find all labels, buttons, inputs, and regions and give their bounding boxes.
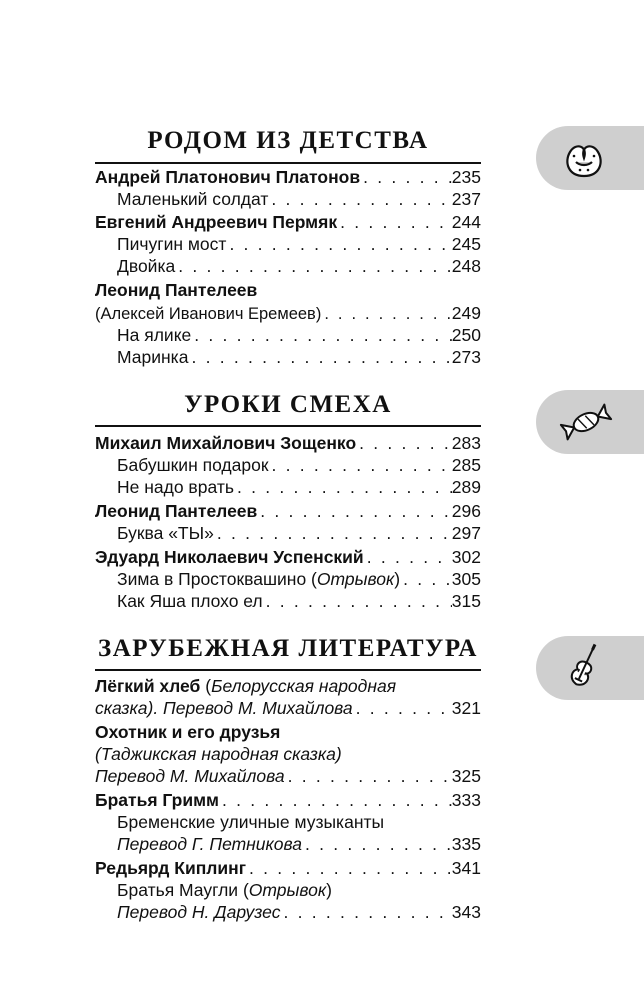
toc-entry-work[interactable]: Пичугин мост . . . 245 [117,233,481,255]
toc-entry-work[interactable]: На ялике . . . 250 [117,324,481,346]
violin-icon [558,640,610,696]
toc-entry-author[interactable]: Андрей Платонович Платонов . . . 235 [95,166,481,188]
candy-icon [558,396,614,448]
toc-entry-title[interactable]: Лёгкий хлеб (Белорусская народная [95,676,397,696]
section-title: ЗАРУБЕЖНАЯ ЛИТЕРАТУРА [98,635,478,662]
toc-entry-work[interactable]: Братья Маугли (Отрывок) [117,880,332,900]
toc-entry-work[interactable]: Бременские уличные музыканты [117,812,385,832]
toc-entry-work[interactable]: Не надо врать . . . 289 [117,476,481,498]
toc-entry-work[interactable]: Двойка . . . 248 [117,255,481,277]
toc-entry-work[interactable]: Буква «ТЫ» . . . 297 [117,522,481,544]
section-title: УРОКИ СМЕХА [184,391,392,418]
toc-entry-title[interactable]: Охотник и его друзья [95,722,281,742]
toc-entry-author[interactable]: Евгений Андреевич Пермяк . . . 244 [95,211,481,233]
toc-entry-translation[interactable]: Перевод Н. Дарузес . . . 343 [117,901,481,923]
section-tab[interactable] [536,126,644,190]
toc-entry-author-alias[interactable]: (Алексей Иванович Еремеев) . . . 249 [95,302,481,325]
toc-entry-work[interactable]: Бабушкин подарок . . . 285 [117,454,481,476]
pretzel-icon [558,132,610,184]
toc-entry-author[interactable]: Редьярд Киплинг . . . 341 [95,857,481,879]
toc-entry-author[interactable]: Братья Гримм . . . 333 [95,789,481,811]
section-title: РОДОМ ИЗ ДЕТСТВА [147,127,429,154]
toc-entry-translation[interactable]: Перевод М. Михайлова . . . 325 [95,765,481,787]
section-rule [95,162,481,164]
toc-entry-author[interactable]: Михаил Михайлович Зощенко . . . 283 [95,432,481,454]
toc-entry-work[interactable]: Маринка . . . 273 [117,346,481,368]
section-rule [95,669,481,671]
toc-entry-translation[interactable]: сказка). Перевод М. Михайлова . . . 321 [95,697,481,719]
toc-entry-author[interactable]: Леонид Пантелеев . . . 296 [95,500,481,522]
toc-entry-author[interactable]: Леонид Пантелеев [95,280,258,300]
toc-entry-work[interactable]: Как Яша плохо ел . . . 315 [117,590,481,612]
section-tab[interactable] [536,390,644,454]
toc-entry-work[interactable]: Зима в Простоквашино (Отрывок) . . . 305 [117,568,481,590]
toc-entry-author[interactable]: Эдуард Николаевич Успенский . . . 302 [95,546,481,568]
section-rule [95,425,481,427]
toc-entry-translation[interactable]: Перевод Г. Петникова . . . 335 [117,833,481,855]
toc-entry-work[interactable]: Маленький солдат . . . 237 [117,188,481,210]
section-tab[interactable] [536,636,644,700]
toc-entry-subtitle: (Таджикская народная сказка) [95,744,342,764]
